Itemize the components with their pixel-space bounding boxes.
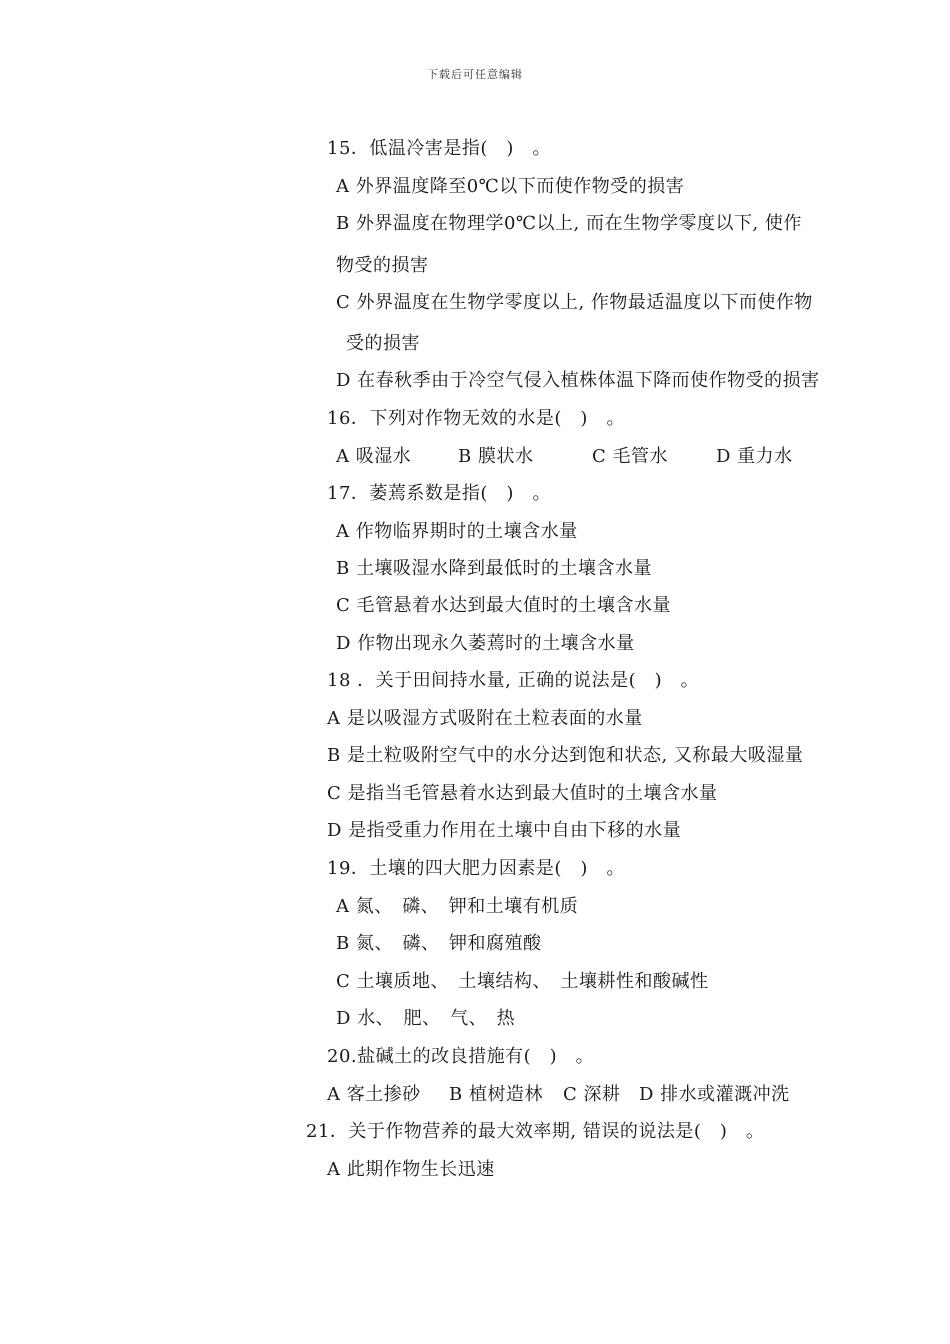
q15-option-c-cont: 受的损害 [346,333,420,354]
question-21: 21．关于作物营养的最大效率期, 错误的说法是( ) 。 [306,1121,765,1142]
question-20: 20.盐碱土的改良措施有( ) 。 [327,1046,595,1067]
q17-option-c: C 毛管悬着水达到最大值时的土壤含水量 [336,595,671,616]
q20-option-c: C 深耕 [563,1084,621,1105]
q15-option-c: C 外界温度在生物学零度以上, 作物最适温度以下而使作物 [336,292,813,313]
q18-option-c: C 是指当毛管悬着水达到最大值时的土壤含水量 [327,783,718,804]
q17-option-b: B 土壤吸湿水降到最低时的土壤含水量 [336,558,652,579]
q16-option-b: B 膜状水 [458,446,534,467]
q15-option-a: A 外界温度降至0℃以下而使作物受的损害 [336,176,685,197]
q19-option-a: A 氮、 磷、 钾和土壤有机质 [336,896,579,917]
question-18: 18 ．关于田间持水量, 正确的说法是( ) 。 [327,670,700,691]
q20-option-d: D 排水或灌溉冲洗 [639,1084,790,1105]
q16-options [336,446,793,468]
q20-option-a: A 客土掺砂 [327,1084,421,1105]
question-19: 19．土壤的四大肥力因素是( ) 。 [327,858,625,879]
q18-option-d: D 是指受重力作用在土壤中自由下移的水量 [327,820,682,841]
q15-option-b: B 外界温度在物理学0℃以上, 而在生物学零度以下, 使作 [336,213,802,234]
q16-option-d: D 重力水 [716,446,793,467]
q16-option-c: C 毛管水 [592,446,668,467]
q15-option-d: D 在春秋季由于冷空气侵入植株体温下降而使作物受的损害 [336,370,820,391]
q17-option-a: A 作物临界期时的土壤含水量 [336,521,578,542]
page-header: 下载后可任意编辑 [427,68,523,81]
q15-option-b-cont: 物受的损害 [336,255,429,276]
q21-option-a: A 此期作物生长迅速 [327,1159,495,1180]
q20-option-b: B 植树造林 [449,1084,543,1105]
q18-option-a: A 是以吸湿方式吸附在土粒表面的水量 [327,708,643,729]
question-15: 15．低温冷害是指( ) 。 [327,138,551,159]
q20-options [327,1084,790,1106]
q19-option-c: C 土壤质地、 土壤结构、 土壤耕性和酸碱性 [336,971,709,992]
q18-option-b: B 是土粒吸附空气中的水分达到饱和状态, 又称最大吸湿量 [327,745,804,766]
q19-option-d: D 水、 肥、 气、 热 [336,1008,516,1029]
question-17: 17．萎蔫系数是指( ) 。 [327,483,551,504]
q16-option-a: A 吸湿水 [336,446,412,467]
q19-option-b: B 氮、 磷、 钾和腐殖酸 [336,933,542,954]
question-16: 16．下列对作物无效的水是( ) 。 [327,408,625,429]
q17-option-d: D 作物出现永久萎蔫时的土壤含水量 [336,633,635,654]
